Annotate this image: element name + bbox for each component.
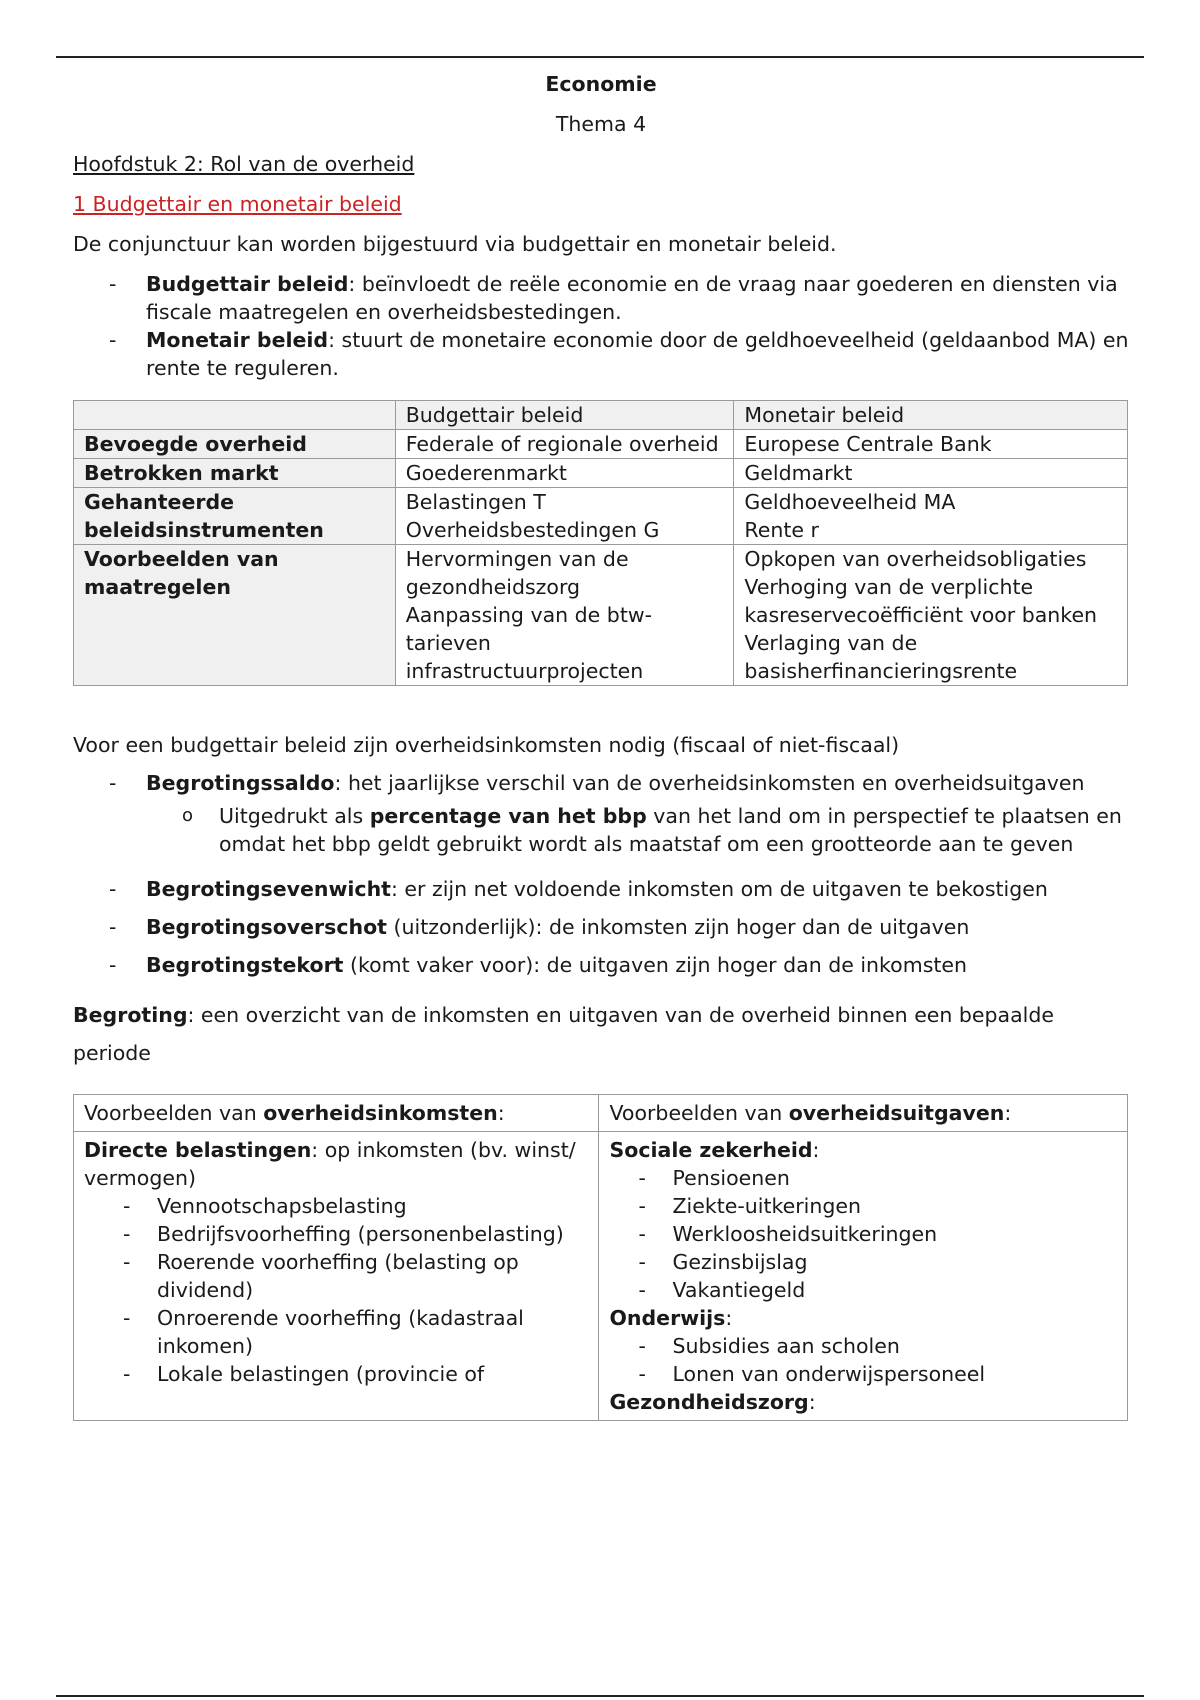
income-expense-table	[73, 1094, 1128, 1421]
column-header: Voorbeelden van overheidsuitgaven:	[599, 1095, 1128, 1132]
policy-comparison-table	[73, 400, 1128, 686]
begroting-definition: Begroting: een overzicht van de inkomsten en uitgaven van de overheid binnen een bepaalde periode	[73, 1003, 1055, 1065]
column-header: Monetair beleid	[734, 401, 1128, 430]
top-rule	[56, 56, 1144, 58]
sub-list	[146, 802, 1129, 858]
row-label: Voorbeelden van maatregelen	[74, 545, 396, 686]
section-heading: 1 Budgettair en monetair beleid	[73, 192, 402, 216]
table-header-row	[74, 401, 1128, 430]
income-list	[84, 1192, 588, 1388]
list-item: - Ziekte-uitkeringen	[672, 1192, 1117, 1220]
document-title: Economie	[545, 72, 657, 96]
policy-bullet-list	[73, 270, 1129, 382]
chapter-heading: Hoofdstuk 2: Rol van de overheid	[73, 152, 415, 176]
budget-intro-paragraph: Voor een budgettair beleid zijn overheidsinkomsten nodig (fiscaal of niet-fiscaal)	[73, 733, 900, 757]
row-label: Bevoegde overheid	[74, 430, 396, 459]
row-label: Gehanteerde beleidsinstrumenten	[74, 488, 396, 545]
list-item: - Roerende voorheffing (belasting op dividend)	[157, 1248, 588, 1304]
list-item: - Gezinsbijslag	[672, 1248, 1117, 1276]
table-header-row	[74, 1095, 1128, 1132]
list-item: - Vakantiegeld	[672, 1276, 1117, 1304]
bottom-rule	[56, 1695, 1144, 1697]
list-item: - Bedrijfsvoorheffing (personenbelasting)	[157, 1220, 588, 1248]
column-header: Budgettair beleid	[395, 401, 734, 430]
expense-list	[609, 1332, 1117, 1388]
list-item: - Monetair beleid: stuurt de monetaire economie door de geldhoeveelheid (geldaanbod MA) en rente te reguleren.	[146, 326, 1129, 382]
list-item: - Lokale belastingen (provincie of	[157, 1360, 588, 1388]
list-item: - Subsidies aan scholen	[672, 1332, 1117, 1360]
list-item: - Begrotingsevenwicht: er zijn net voldoende inkomsten om de uitgaven te bekostigen	[146, 870, 1129, 908]
income-cell: Directe belastingen: op inkomsten (bv. winst/ vermogen) - Vennootschapsbelasting - Bedrijfsvoorheffing (personenbelasting) - Roerende voorheffing (belasting op dividend) - Onroerende voorheffing (kadastraal inkomen) - Lokale belastingen (provincie of	[74, 1132, 599, 1421]
table-row: Betrokken markt Goederenmarkt Geldmarkt	[74, 459, 1128, 488]
table-row	[74, 1132, 1128, 1421]
list-item: - Begrotingstekort (komt vaker voor): de uitgaven zijn hoger dan de inkomsten	[146, 946, 1129, 984]
saldo-list	[73, 764, 1129, 858]
list-item: - Begrotingssaldo: het jaarlijkse verschil van de overheidsinkomsten en overheidsuitgaven o Uitgedrukt als percentage van het bbp van het land om in perspectief te plaatsen en omdat het bbp geldt gebruikt wordt als maatstaf om een grootteorde aan te geven	[146, 764, 1129, 858]
list-item: - Budgettair beleid: beïnvloedt de reële economie en de vraag naar goederen en diensten via fiscale maatregelen en overheidsbestedingen.	[146, 270, 1129, 326]
expense-cell: Sociale zekerheid: - Pensioenen - Ziekte-uitkeringen - Werkloosheidsuitkeringen - Gezinsbijslag - Vakantiegeld Onderwijs: - Subsidies aan scholen - Lonen van onderwijspersoneel Gezondheidszorg:	[599, 1132, 1128, 1421]
list-item: - Pensioenen	[672, 1164, 1117, 1192]
list-item: o Uitgedrukt als percentage van het bbp van het land om in perspectief te plaatsen en omdat het bbp geldt gebruikt wordt als maatstaf om een grootteorde aan te geven	[219, 802, 1129, 858]
page-content	[73, 70, 1129, 1421]
list-item: - Onroerende voorheffing (kadastraal inkomen)	[157, 1304, 588, 1360]
table-row: Bevoegde overheid Federale of regionale overheid Europese Centrale Bank	[74, 430, 1128, 459]
intro-paragraph: De conjunctuur kan worden bijgestuurd via budgettair en monetair beleid.	[73, 232, 837, 256]
column-header: Voorbeelden van overheidsinkomsten:	[74, 1095, 599, 1132]
table-row: Gehanteerde beleidsinstrumenten Belastingen T Overheidsbestedingen G Geldhoeveelheid MA Rente r	[74, 488, 1128, 545]
list-item: - Vennootschapsbelasting	[157, 1192, 588, 1220]
list-item: - Lonen van onderwijspersoneel	[672, 1360, 1117, 1388]
list-item: - Begrotingsoverschot (uitzonderlijk): de inkomsten zijn hoger dan de uitgaven	[146, 908, 1129, 946]
document-subtitle: Thema 4	[555, 112, 647, 136]
row-label: Betrokken markt	[74, 459, 396, 488]
begroting-types-list	[73, 870, 1129, 984]
expense-list	[609, 1164, 1117, 1304]
table-row: Voorbeelden van maatregelen Hervormingen van de gezondheidszorg Aanpassing van de btw-tarieven infrastructuurprojecten Opkopen van overheidsobligaties Verhoging van de verplichte kasreservecoëfficiënt voor banken Verlaging van de basisherfinancieringsrente	[74, 545, 1128, 686]
list-item: - Werkloosheidsuitkeringen	[672, 1220, 1117, 1248]
